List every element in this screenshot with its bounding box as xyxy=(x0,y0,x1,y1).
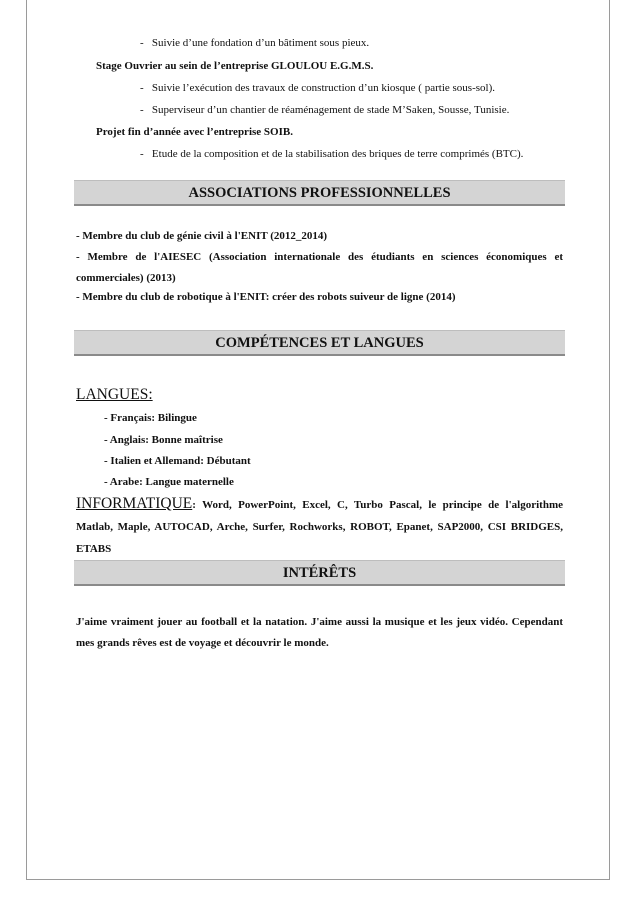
associations-heading: ASSOCIATIONS PROFESSIONNELLES xyxy=(74,180,565,206)
project-bullet: - Etude de la composition et de la stabilisation des briques de terre comprimés (BTC). xyxy=(140,148,524,160)
language-item: - Italien et Allemand: Débutant xyxy=(104,455,251,467)
language-item: - Arabe: Langue maternelle xyxy=(104,476,234,488)
language-item: - Anglais: Bonne maîtrise xyxy=(104,434,223,446)
stage-title: Stage Ouvrier au sein de l’entreprise GLOULOU E.G.M.S. xyxy=(96,60,374,72)
interests-text: J'aime vraiment jouer au football et la natation. J'aime aussi la musique et les jeux vidéo. Cependant mes grands rêves est de voyage et découvrir le monde. xyxy=(76,616,563,649)
association-item: - Membre du club de génie civil à l'ENIT (2012_2014) xyxy=(76,230,328,242)
language-item: - Français: Bilingue xyxy=(104,412,197,424)
informatique-paragraph xyxy=(76,493,563,560)
association-item: - Membre de l'AIESEC (Association internationale des étudiants en sciences économiques et commerciales) (2013) xyxy=(76,251,563,284)
interests-heading: INTÉRÊTS xyxy=(74,560,565,586)
informatique-heading: INFORMATIQUE xyxy=(76,495,193,512)
stage-bullet: - Superviseur d’un chantier de réaménagement de stade M’Saken, Sousse, Tunisie. xyxy=(140,104,510,116)
association-item: - Membre du club de robotique à l'ENIT: créer des robots suiveur de ligne (2014) xyxy=(76,291,456,303)
languages-heading: LANGUES: xyxy=(76,386,153,403)
informatique-list: : Word, PowerPoint, Excel, C, Turbo Pascal, le principe de l'algorithme Matlab, Maple, AUTOCAD, Arche, Surfer, Rochworks, ROBOT, Epanet, SAP2000, CSI BRIDGES, ETABS xyxy=(76,499,563,555)
competences-heading: COMPÉTENCES ET LANGUES xyxy=(74,330,565,356)
experience-bullet: - Suivie d’une fondation d’un bâtiment sous pieux. xyxy=(140,37,370,49)
stage-bullet: - Suivie l’exécution des travaux de construction d’un kiosque ( partie sous-sol). xyxy=(140,82,495,94)
project-title: Projet fin d’année avec l’entreprise SOIB. xyxy=(96,126,293,138)
